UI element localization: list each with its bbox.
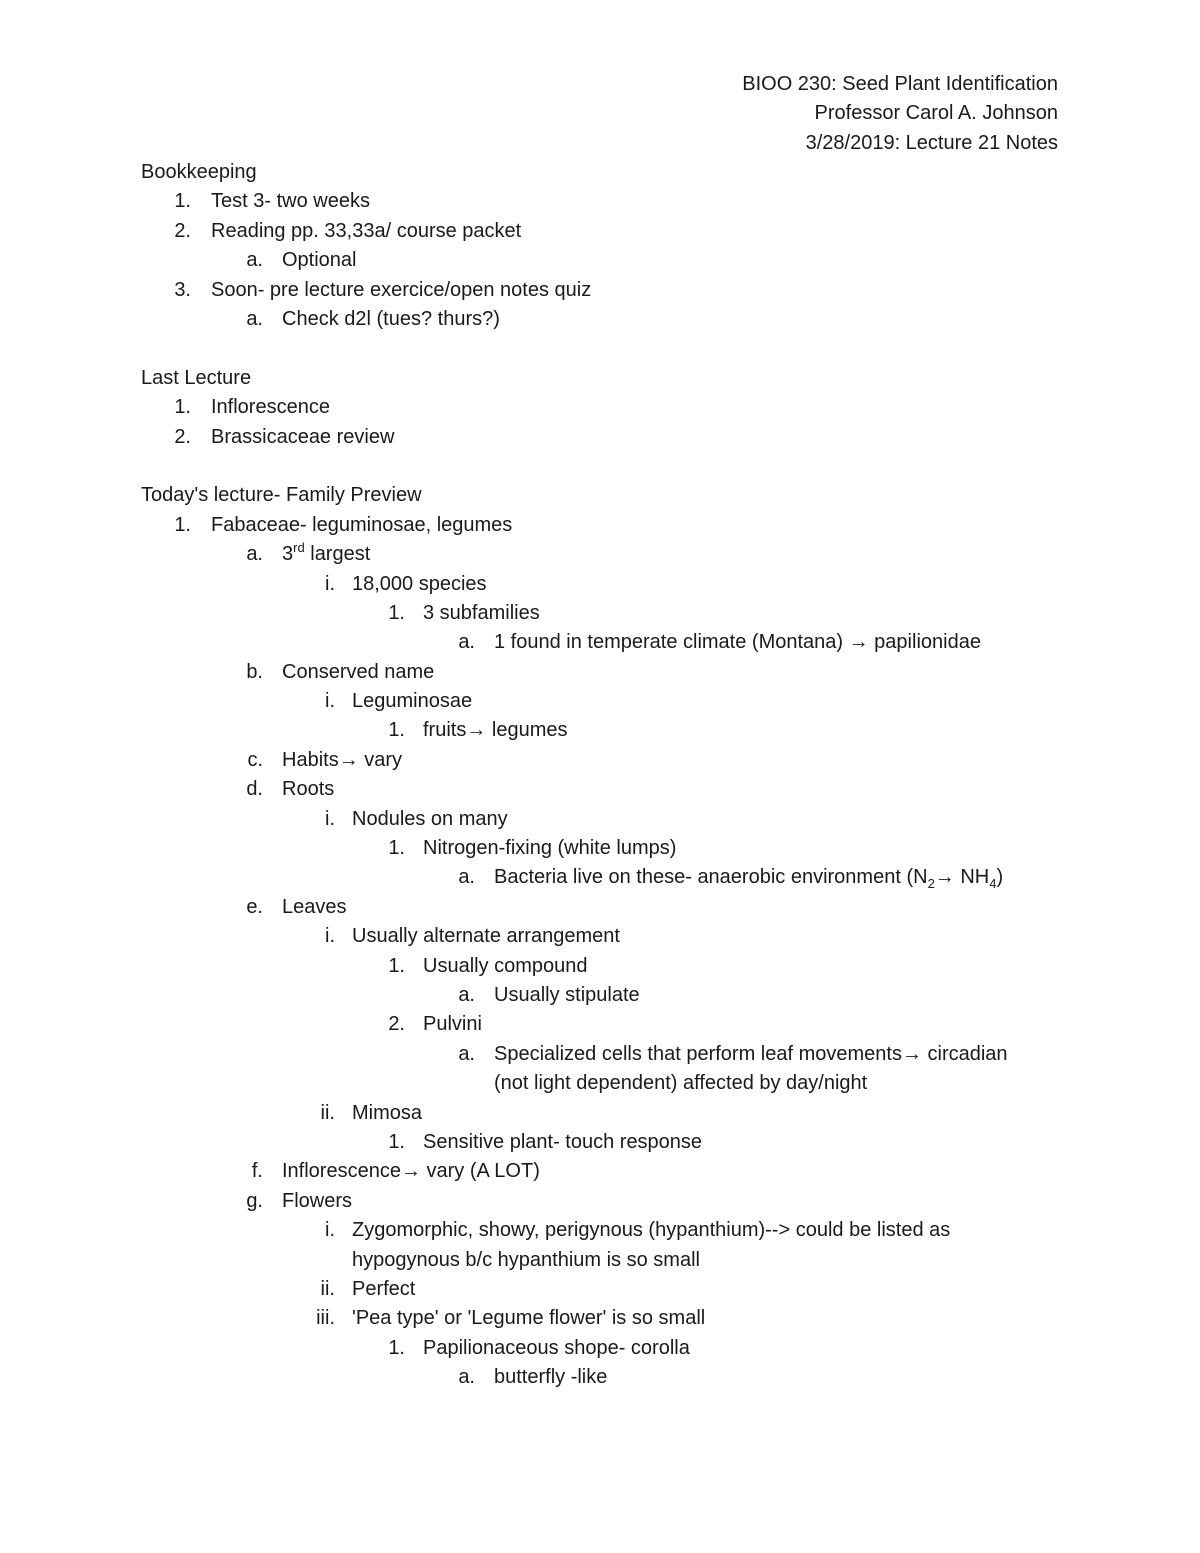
bookkeeping-heading: Bookkeeping — [141, 161, 257, 183]
list-item — [141, 1040, 1081, 1069]
list-item — [141, 305, 1081, 334]
list-marker: 1. — [388, 954, 405, 977]
list-item — [141, 981, 1081, 1010]
list-text: 1 found in temperate climate (Montana) → papilionidae — [494, 631, 981, 654]
list-marker: a. — [458, 1042, 475, 1065]
list-text: Perfect — [352, 1277, 416, 1300]
list-marker: 2. — [174, 425, 191, 448]
list-item — [141, 1304, 1081, 1333]
list-marker: i. — [325, 1219, 335, 1242]
spacer — [141, 452, 1081, 481]
list-text: Inflorescence→ vary (A LOT) — [282, 1160, 540, 1183]
list-marker: ii. — [320, 1277, 335, 1300]
list-marker: b. — [246, 660, 263, 683]
ordinal-suffix: rd — [293, 540, 305, 556]
list-marker: 1. — [388, 1336, 405, 1359]
list-marker: i. — [325, 690, 335, 713]
list-marker: 1. — [388, 601, 405, 624]
list-item — [141, 746, 1081, 775]
ordinal-number: 3 — [282, 543, 294, 566]
list-item — [141, 922, 1081, 951]
list-item — [141, 599, 1081, 628]
list-text: Flowers — [282, 1189, 353, 1212]
list-marker: a. — [458, 631, 475, 654]
list-text: Usually alternate arrangement — [352, 925, 620, 948]
course-title: BIOO 230: Seed Plant Identification — [742, 73, 1058, 95]
list-text: Reading pp. 33,33a/ course packet — [211, 219, 522, 242]
lecture-date: 3/28/2019: Lecture 21 Notes — [805, 131, 1058, 154]
list-item — [141, 1128, 1081, 1157]
list-item — [141, 716, 1081, 745]
list-marker: 1. — [388, 837, 405, 860]
list-text: Sensitive plant- touch response — [423, 1130, 703, 1153]
list-item — [141, 1187, 1081, 1216]
ordinal-rest: largest — [304, 543, 371, 566]
list-text: Specialized cells that perform leaf movements→ circadian — [494, 1042, 1008, 1065]
list-text: Fabaceae- leguminosae, legumes — [211, 513, 513, 536]
list-text: Mimosa — [352, 1101, 423, 1124]
list-marker: a. — [458, 1366, 475, 1389]
list-marker: a. — [458, 983, 475, 1006]
list-marker: 1. — [174, 190, 191, 213]
list-text: Leguminosae — [352, 690, 473, 713]
list-item — [141, 1363, 1081, 1392]
list-text: fruits→ legumes — [423, 719, 568, 742]
list-item — [141, 187, 1081, 216]
list-item — [141, 540, 1081, 569]
list-item — [141, 511, 1081, 540]
list-item — [141, 246, 1081, 275]
list-item-continuation — [141, 1246, 1081, 1275]
list-item — [141, 570, 1081, 599]
list-text: Usually compound — [423, 954, 588, 977]
list-item — [141, 1275, 1081, 1304]
list-marker: 1. — [174, 513, 191, 536]
list-marker: ii. — [320, 1101, 335, 1124]
list-text: Papilionaceous shope- corolla — [423, 1336, 690, 1359]
list-item — [141, 1157, 1081, 1186]
list-text: Roots — [282, 778, 335, 801]
list-marker: a. — [458, 866, 475, 889]
list-marker: e. — [246, 895, 263, 918]
todays-lecture-heading: Today's lecture- Family Preview — [141, 484, 422, 507]
list-marker: a. — [246, 249, 263, 272]
list-text: butterfly -like — [494, 1366, 608, 1389]
list-text: 18,000 species — [352, 572, 487, 595]
list-item — [141, 423, 1081, 452]
list-text — [494, 863, 1003, 892]
list-text: 'Pea type' or 'Legume flower' is so small — [352, 1307, 706, 1330]
text-part: Bacteria live on these- anaerobic environment (N — [494, 866, 928, 889]
list-marker: g. — [246, 1189, 263, 1212]
list-item — [141, 863, 1081, 892]
list-text: Soon- pre lecture exercice/open notes quiz — [211, 278, 592, 301]
list-item — [141, 276, 1081, 305]
list-marker: 2. — [174, 219, 191, 242]
text-part: ) — [996, 866, 1004, 889]
list-text: Usually stipulate — [494, 983, 640, 1006]
document-header — [742, 70, 1058, 158]
list-text: hypogynous b/c hypanthium is so small — [352, 1248, 700, 1271]
list-marker: i. — [325, 807, 335, 830]
list-marker: 3. — [174, 278, 191, 301]
list-marker: f. — [251, 1160, 263, 1183]
list-marker: 1. — [388, 719, 405, 742]
list-item — [141, 393, 1081, 422]
subscript: 2 — [927, 876, 935, 892]
list-item — [141, 687, 1081, 716]
list-text: Pulvini — [423, 1013, 482, 1036]
list-item — [141, 658, 1081, 687]
list-marker: d. — [246, 778, 263, 801]
list-text: 3 subfamilies — [423, 601, 540, 624]
list-marker: a. — [246, 543, 263, 566]
list-text: Nitrogen-fixing (white lumps) — [423, 837, 677, 860]
subscript: 4 — [989, 876, 997, 892]
list-item — [141, 1010, 1081, 1039]
professor-name: Professor Carol A. Johnson — [814, 102, 1058, 125]
list-item — [141, 1216, 1081, 1245]
list-item — [141, 1334, 1081, 1363]
list-marker: a. — [246, 307, 263, 330]
list-marker: 1. — [174, 396, 191, 419]
list-text: Conserved name — [282, 660, 435, 683]
list-item — [141, 952, 1081, 981]
list-marker: i. — [325, 572, 335, 595]
list-item — [141, 775, 1081, 804]
list-marker: c. — [247, 748, 263, 771]
list-text: Leaves — [282, 895, 347, 918]
list-item — [141, 834, 1081, 863]
list-marker: i. — [325, 925, 335, 948]
list-item-continuation — [141, 1069, 1081, 1098]
list-text: Habits→ vary — [282, 748, 403, 771]
list-item — [141, 1099, 1081, 1128]
list-text: Optional — [282, 249, 357, 272]
list-text — [282, 540, 370, 569]
list-marker: iii. — [316, 1307, 335, 1330]
list-text: Brassicaceae review — [211, 425, 395, 448]
list-item — [141, 893, 1081, 922]
list-marker: 2. — [388, 1013, 405, 1036]
list-marker: 1. — [388, 1130, 405, 1153]
notes-body — [141, 158, 1081, 1392]
list-text: Test 3- two weeks — [211, 190, 370, 213]
list-text: Nodules on many — [352, 807, 508, 830]
list-text: Check d2l (tues? thurs?) — [282, 307, 500, 330]
spacer — [141, 334, 1081, 363]
list-item — [141, 628, 1081, 657]
list-text: Zygomorphic, showy, perigynous (hypanthium)--> could be listed as — [352, 1219, 951, 1242]
list-item — [141, 217, 1081, 246]
list-text: (not light dependent) affected by day/night — [494, 1072, 868, 1095]
last-lecture-heading: Last Lecture — [141, 366, 252, 389]
list-text: Inflorescence — [211, 396, 330, 419]
text-part: → NH — [934, 866, 990, 889]
list-item — [141, 805, 1081, 834]
